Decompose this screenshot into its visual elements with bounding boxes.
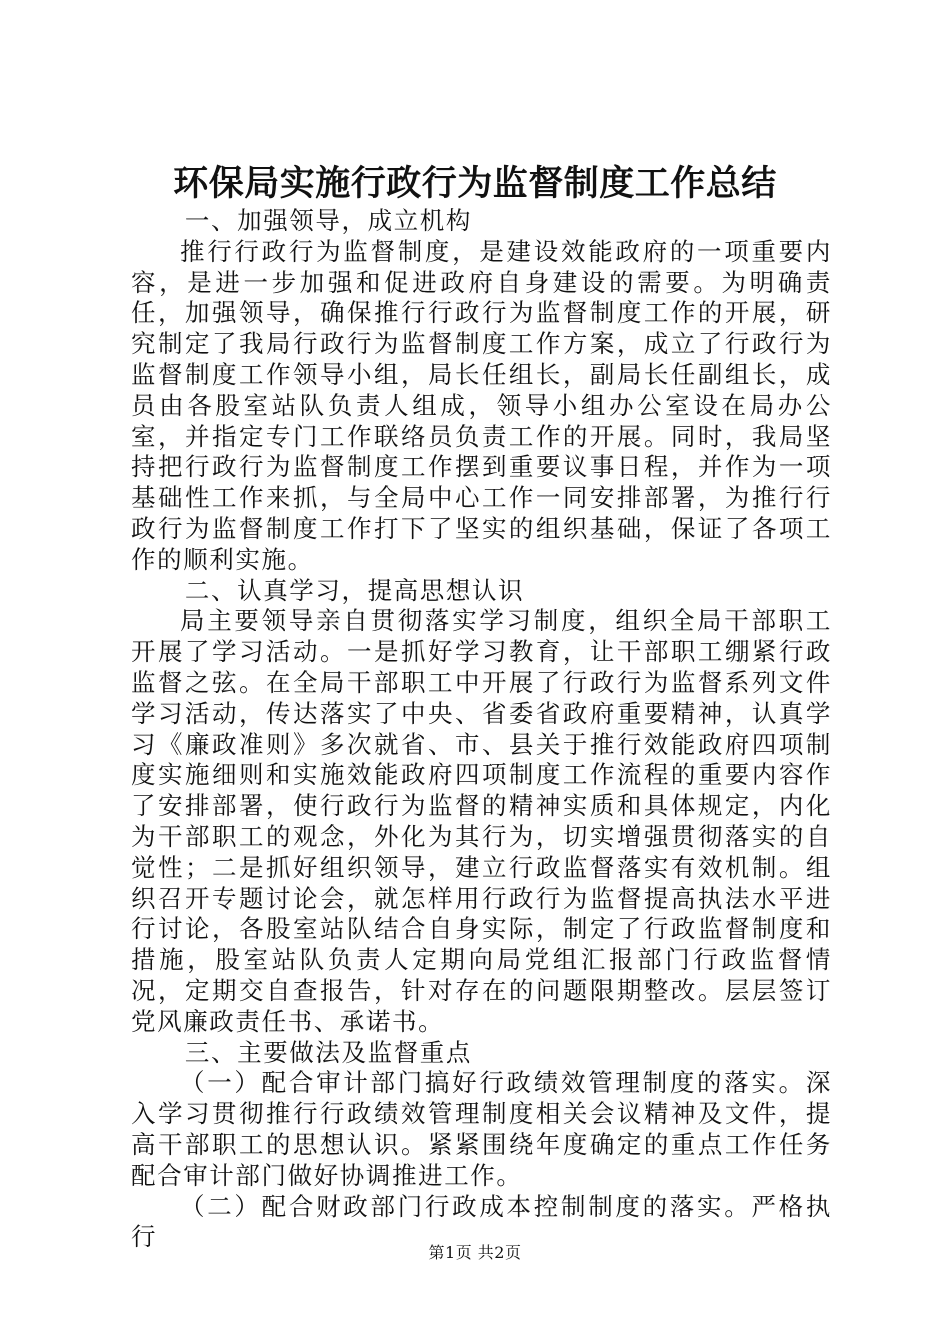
document-body: [131, 206, 832, 1253]
document-title: 环保局实施行政行为监督制度工作总结: [173, 163, 777, 204]
section-heading-3: 三、主要做法及监督重点: [184, 1037, 472, 1067]
section-heading-2: 二、认真学习，提高思想认识: [184, 575, 525, 605]
paragraph-2: 局主要领导亲自贯彻落实学习制度，组织全局干部职工开展了学习活动。一是抓好学习教育，让干部职工绷紧行政监督之弦。在全局干部职工中开展了行政行为监督系列文件学习活动，传达落实了中央、省委省政府重要精神，认真学习《廉政准则》多次就省、市、县关于推行效能政府四项制度实施细则和实施效能政府四项制度工作流程的重要内容作了安排部署，使行政行为监督的精神实质和具体规定，内化为干部职工的观念，外化为其行为，切实增强贯彻落实的自觉性；二是抓好组织领导，建立行政监督落实有效机制。组织召开专题讨论会，就怎样用行政行为监督提高执法水平进行讨论，各股室站队结合自身实际，制定了行政监督制度和措施，股室站队负责人定期向局党组汇报部门行政监督情况，定期交自查报告，针对存在的问题限期整改。层层签订党风廉政责任书、承诺书。: [131, 606, 832, 1036]
page-footer: 第1页 共2页: [428, 1243, 522, 1262]
paragraph-3: （一）配合审计部门搞好行政绩效管理制度的落实。深入学习贯彻推行行政绩效管理制度相关会议精神及文件，提高干部职工的思想认识。紧紧围绕年度确定的重点工作任务配合审计部门做好协调推进工作。: [131, 1068, 832, 1190]
paragraph-1: 推行行政行为监督制度，是建设效能政府的一项重要内容，是进一步加强和促进政府自身建设的需要。为明确责任，加强领导，确保推行行政行为监督制度工作的开展，研究制定了我局行政行为监督制度工作方案，成立了行政行为监督制度工作领导小组，局长任组长，副局长任副组长，成员由各股室站队负责人组成，领导小组办公室设在局办公室，并指定专门工作联络员负责工作的开展。同时，我局坚持把行政行为监督制度工作摆到重要议事日程，并作为一项基础性工作来抓，与全局中心工作一同安排部署，为推行行政行为监督制度工作打下了坚实的组织基础，保证了各项工作的顺利实施。: [131, 236, 832, 574]
section-heading-1: 一、加强领导，成立机构: [184, 206, 472, 235]
paragraph-4: （二）配合财政部门行政成本控制制度的落实。严格执行: [131, 1191, 832, 1252]
